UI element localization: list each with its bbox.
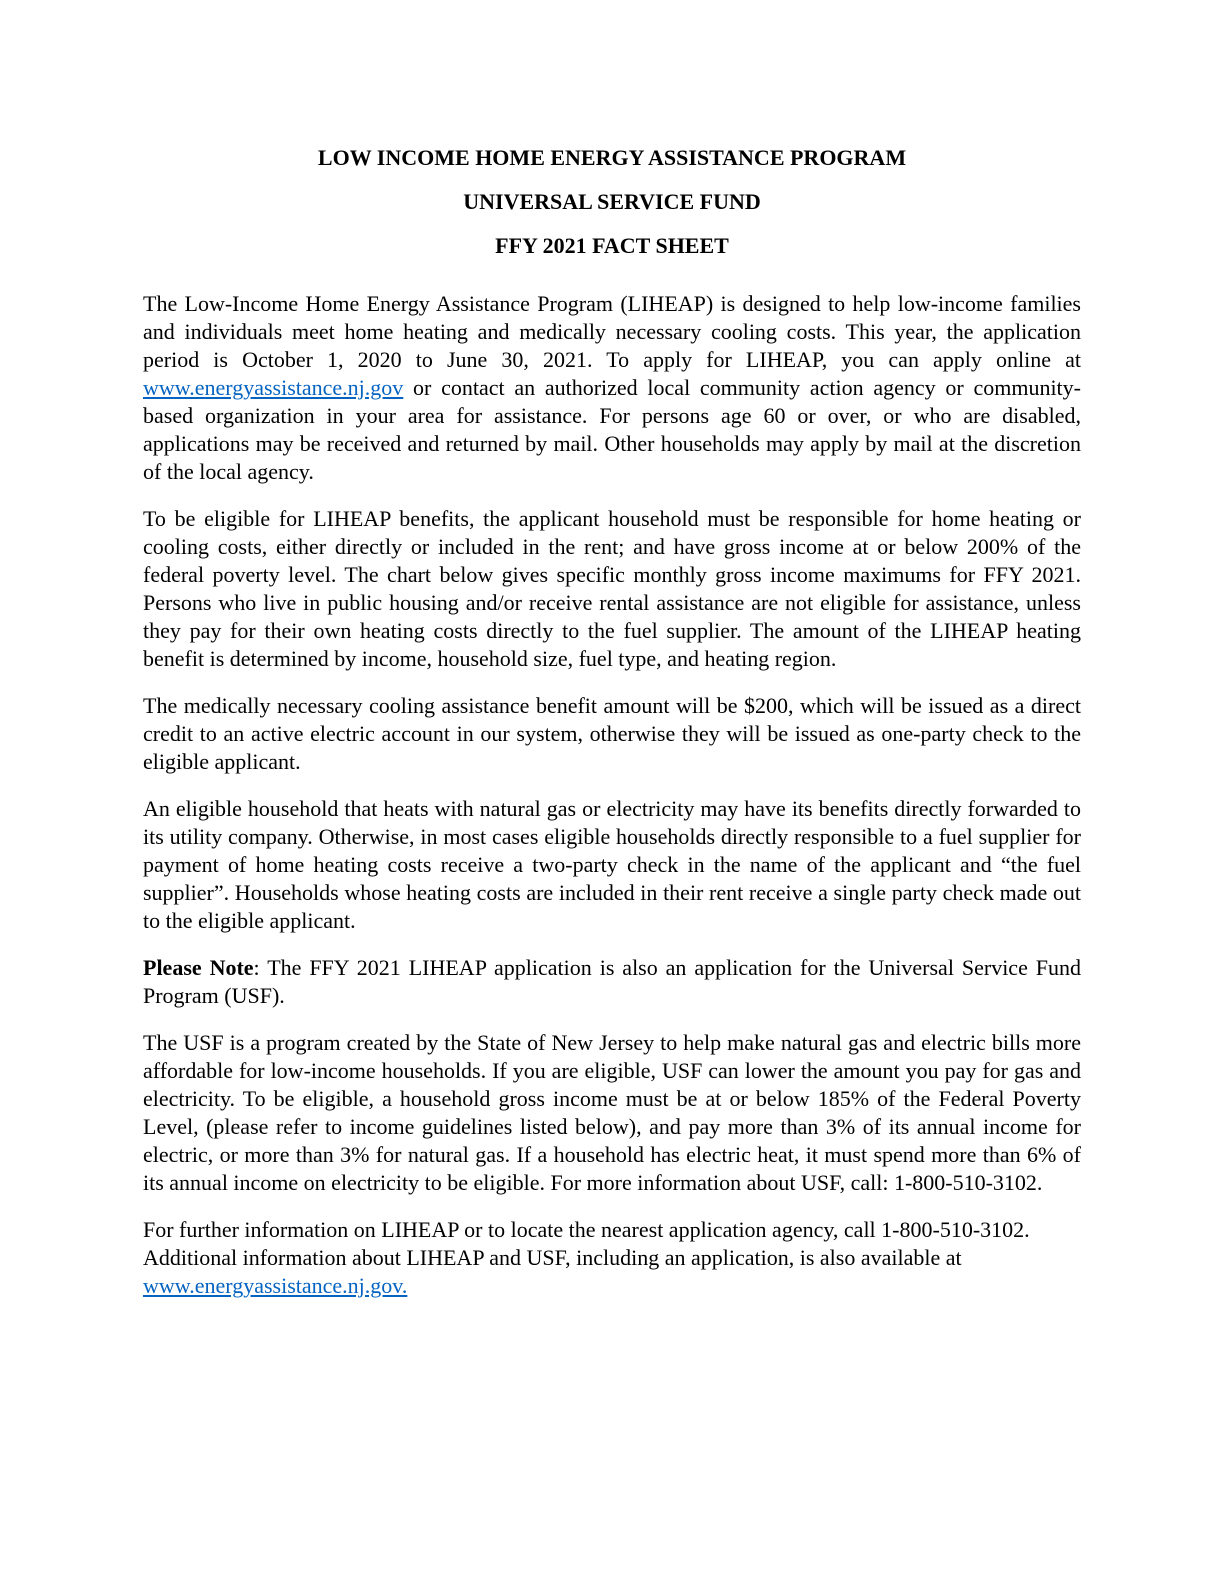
document-title-fund: UNIVERSAL SERVICE FUND bbox=[463, 189, 761, 214]
paragraph-further-info bbox=[143, 1216, 1081, 1300]
paragraph-liheap-intro-text-post: or contact an authorized local community action agency or community-based organization in your area for assistance. For persons age 60 or over, or who are disabled, applications may be received and returned by mail. Other households may apply by mail at the discretion of the local agency. bbox=[143, 375, 1081, 484]
energyassistance-link-footer[interactable]: www.energyassistance.nj.gov. bbox=[143, 1273, 408, 1298]
paragraph-please-note bbox=[143, 954, 1081, 1010]
document-title-program: LOW INCOME HOME ENERGY ASSISTANCE PROGRAM bbox=[317, 145, 907, 170]
document-content bbox=[143, 144, 1081, 1319]
paragraph-cooling-benefit: The medically necessary cooling assistance benefit amount will be $200, which will be issued as a direct credit to an active electric account in our system, otherwise they will be issued as one-party check to the eligible applicant. bbox=[143, 693, 1081, 774]
paragraph-eligibility: To be eligible for LIHEAP benefits, the applicant household must be responsible for home heating or cooling costs, either directly or included in the rent; and have gross income at or below 200% of the federal poverty level. The chart below gives specific monthly gross income maximums for FFY 2021. Persons who live in public housing and/or receive rental assistance are not eligible for assistance, unless they pay for their own heating costs directly to the fuel supplier. The amount of the LIHEAP heating benefit is determined by income, household size, fuel type, and heating region. bbox=[143, 506, 1081, 671]
document-title-fact-sheet: FFY 2021 FACT SHEET bbox=[495, 233, 729, 258]
paragraph-liheap-intro bbox=[143, 290, 1081, 486]
paragraph-usf-program: The USF is a program created by the State of New Jersey to help make natural gas and electric bills more affordable for low-income households. If you are eligible, USF can lower the amount you pay for gas and electricity. To be eligible, a household gross income must be at or below 185% of the Federal Poverty Level, (please refer to income guidelines listed below), and pay more than 3% of its annual income for electric, or more than 3% for natural gas. If a household has electric heat, it must spend more than 6% of its annual income on electricity to be eligible. For more information about USF, call: 1-800-510-3102. bbox=[143, 1030, 1081, 1195]
paragraph-further-info-text: For further information on LIHEAP or to locate the nearest application agency, call 1-800-510-3102. Additional information about LIHEAP and USF, including an application, is also available at bbox=[143, 1217, 1030, 1270]
please-note-text: : The FFY 2021 LIHEAP application is also an application for the Universal Service Fund Program (USF). bbox=[143, 955, 1081, 1008]
energyassistance-link[interactable]: www.energyassistance.nj.gov bbox=[143, 375, 404, 400]
paragraph-benefit-delivery: An eligible household that heats with natural gas or electricity may have its benefits directly forwarded to its utility company. Otherwise, in most cases eligible households directly responsible to a fuel supplier for payment of home heating costs receive a two-party check in the name of the applicant and “the fuel supplier”. Households whose heating costs are included in their rent receive a single party check made out to the eligible applicant. bbox=[143, 796, 1081, 933]
paragraph-liheap-intro-text-pre: The Low-Income Home Energy Assistance Program (LIHEAP) is designed to help low-income families and individuals meet home heating and medically necessary cooling costs. This year, the application period is October 1, 2020 to June 30, 2021. To apply for LIHEAP, you can apply online at bbox=[143, 291, 1081, 372]
please-note-label: Please Note bbox=[143, 955, 254, 980]
